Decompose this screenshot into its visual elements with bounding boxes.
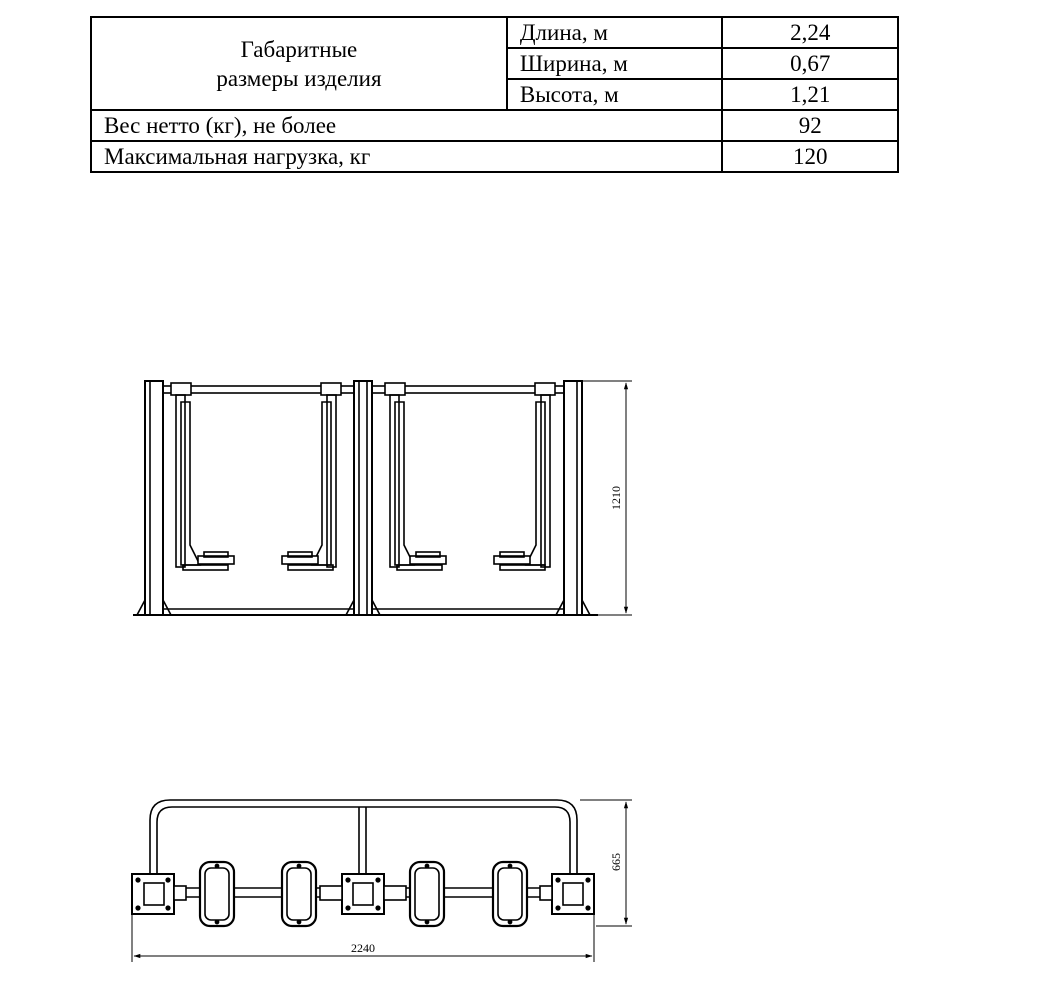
length-dimension-label: 2240: [351, 941, 375, 955]
overall-dimensions-line1: Габаритные: [240, 36, 358, 62]
width-value: 0,67: [722, 48, 898, 79]
frame-post: [564, 381, 582, 615]
overall-dimensions-line2: размеры изделия: [216, 65, 382, 91]
pendulum-arm: [385, 383, 446, 570]
max-load-value: 120: [722, 141, 898, 172]
length-value: 2,24: [722, 17, 898, 48]
weight-label: Вес нетто (кг), не более: [91, 110, 722, 141]
base-plate: [132, 874, 186, 914]
height-label: Высота, м: [507, 79, 723, 110]
width-dimension-label: 665: [609, 853, 623, 871]
pendulum-arm: [171, 383, 234, 570]
length-label: Длина, м: [507, 17, 723, 48]
height-dimension-label: 1210: [609, 486, 623, 510]
pendulum-arm: [282, 383, 341, 570]
frame-post: [145, 381, 163, 615]
top-view-drawing: [132, 800, 632, 962]
base-plate: [320, 874, 406, 914]
max-load-label: Максимальная нагрузка, кг: [91, 141, 722, 172]
foot-pedal: [410, 862, 444, 926]
foot-pedal: [282, 862, 316, 926]
weight-value: 92: [722, 110, 898, 141]
front-view-drawing: [133, 381, 632, 615]
pendulum-arm: [494, 383, 555, 570]
height-dimension-line: [582, 381, 632, 615]
height-value: 1,21: [722, 79, 898, 110]
base-plate: [540, 874, 594, 914]
width-label: Ширина, м: [507, 48, 723, 79]
foot-pedal: [493, 862, 527, 926]
foot-pedal: [200, 862, 234, 926]
frame-post: [354, 381, 372, 615]
